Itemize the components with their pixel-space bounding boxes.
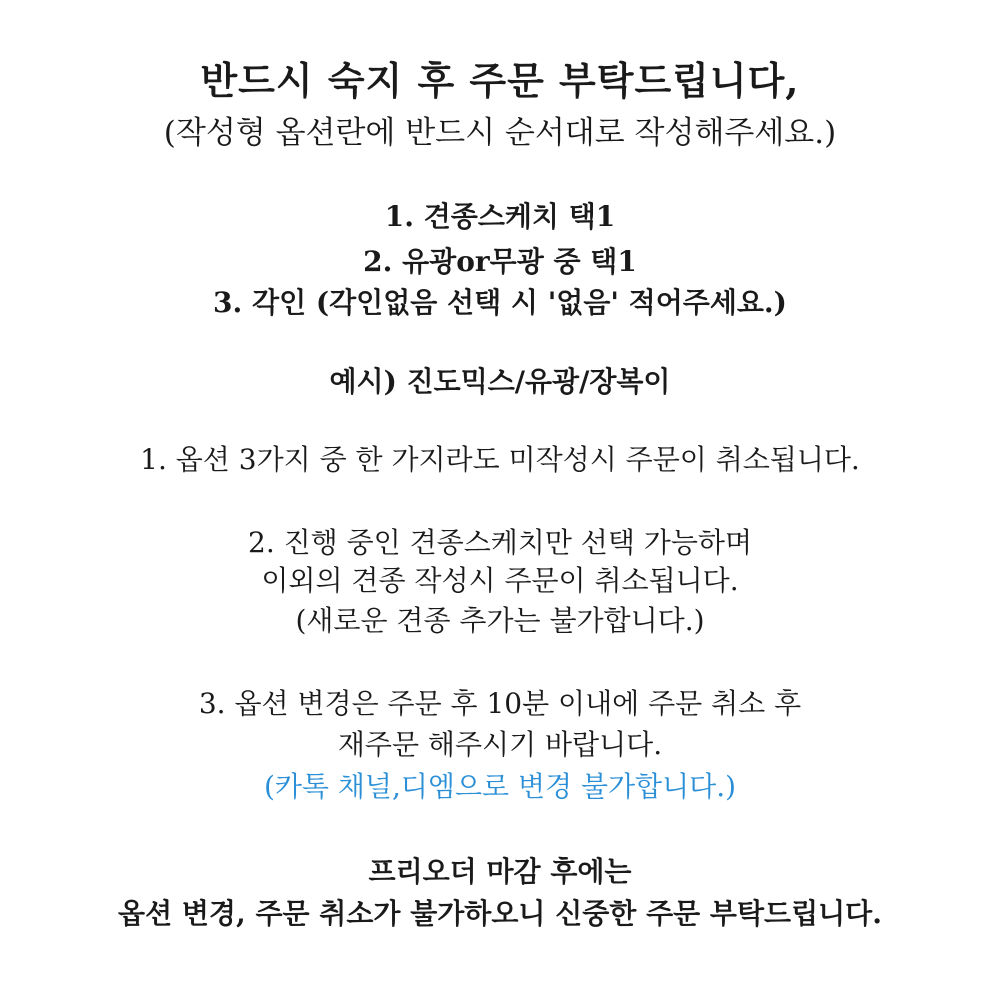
rule-3-line-2: 재주문 해주시기 바랍니다. (337, 728, 663, 761)
rule-3-line-3-highlight: (카톡 채널,디엠으로 변경 불가합니다.) (263, 770, 737, 803)
rule-2-line-3: (새로운 견종 추가는 불가합니다.) (295, 604, 705, 637)
footer-line-2: 옵션 변경, 주문 취소가 불가하오니 신중한 주문 부탁드립니다. (118, 897, 882, 930)
example-text: 예시) 진도믹스/유광/장복이 (329, 365, 671, 398)
rule-2-line-1: 2. 진행 중인 견종스케치만 선택 가능하며 (248, 526, 752, 559)
step-3: 3. 각인 (각인없음 선택 시 '없음' 적어주세요.) (213, 286, 787, 319)
step-2: 2. 유광or무광 중 택1 (363, 245, 637, 278)
footer-line-1: 프리오더 마감 후에는 (368, 855, 632, 888)
notice-title: 반드시 숙지 후 주문 부탁드립니다, (200, 58, 800, 103)
rule-2-line-2: 이외의 견종 작성시 주문이 취소됩니다. (261, 564, 739, 597)
rule-1: 1. 옵션 3가지 중 한 가지라도 미작성시 주문이 취소됩니다. (140, 443, 860, 476)
step-1: 1. 견종스케치 택1 (384, 200, 616, 233)
notice-subtitle: (작성형 옵션란에 반드시 순서대로 작성해주세요.) (163, 115, 837, 151)
rule-3-line-1: 3. 옵션 변경은 주문 후 10분 이내에 주문 취소 후 (198, 687, 802, 720)
